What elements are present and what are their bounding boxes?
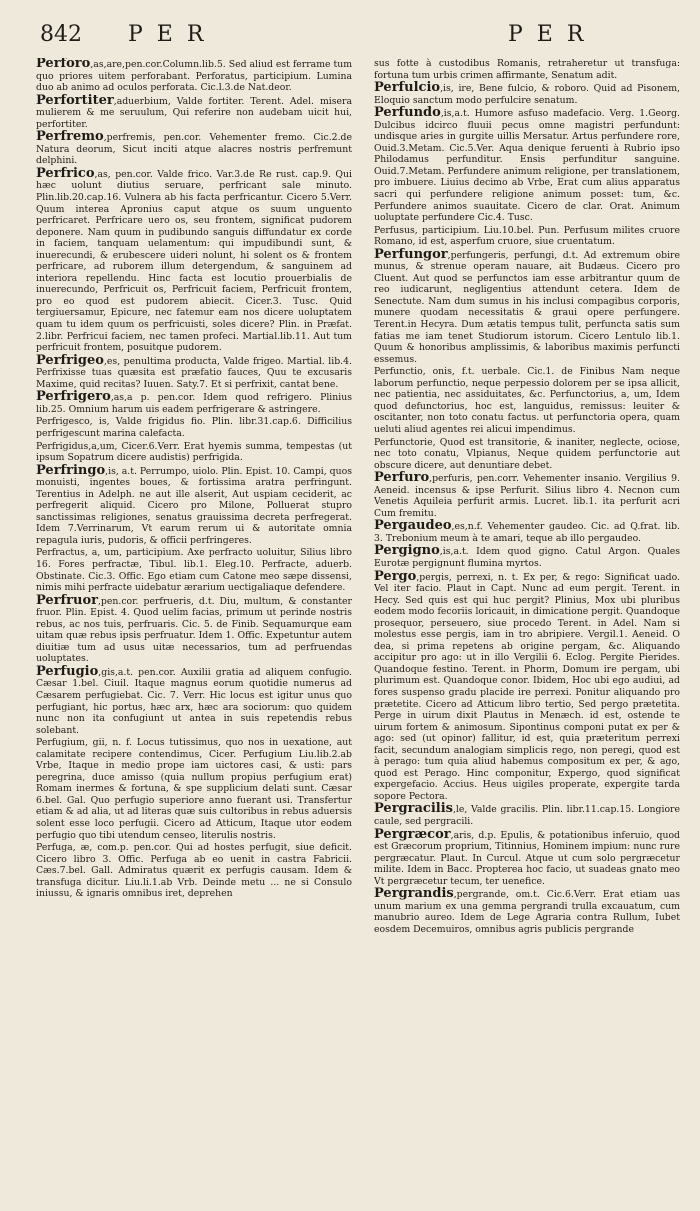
dictionary-entry [374,366,680,435]
entry-text: ,as, pen.cor. Valde frico. Var.3.de Re rust. cap.9. Qui hæc uolunt diutius seruare, perfricant sale minuto. Plin.lib.20.cap.16. Vulnera ab his facta perfricantur. Cicero 5.Verr. Quum interea Apronius caput atque os suum unguento perfricaret. Perfricare uero os, seu frontem, significat pudorem deponere. Nam quum in pudibundo sanguis diffundatur ex corde in faciem, tanquam uelamentum: qui impudibundi sunt, & inuerecundi, & erubescere uideri nolunt, hi solent os & frontem perfricare, ad ruborem illum detergendum, & sanguinem ad interiora repellendu. Hinc facta est locutio prouerbialis de inuerecundo, Perfricuit os, Perfricuit faciem, Perfricuit frontem, pro eo quod est pudorem abiecit. Cicer.3. Tusc. Quid tergiuersamur, Epicure, nec fatemur eam nos dicere uoluptatem quam tu idem quum os perfricuisti, soles dicere? Plin. in Præfat. 2.libr. Perfricui faciem, nec tamen profeci. Martial.lib.11. Aut tum perfricuit frontem, posuitque pudorem. [36,168,352,354]
entry-text: Perfugium, gii, n. f. Locus tutissimus, quo nos in uexatione, aut calamitate recipere contendimus, Cicer. Perfugium Liu.lib.2.ab Vrbe, Itaque in medio prope iam uictores casi, & usti: pars peregrina, duce amisso (quia nullum propius perfugium erat) Romam inermes & fortuna, & spe supplicium delati sunt. Cæsar 6.bel. Gal. Quo perfugio superiore anno fuerant usi. Transfertur etiam & ad alia, ut ad literas quæ suis cultoribus in rebus aduersis solent esse loco perfugii. Cicero ad Atticum, Itaque utor eodem perfugio quo tibi utendum censeo, literulis nostris. [36,737,352,841]
dictionary-entry [374,568,680,803]
dictionary-entry [374,225,680,248]
entry-text: ,perfuris, pen.corr. Vehementer insanio. Vergilius 9. Aeneid. incensus & ipse Perfurit. Silius libro 4. Necnon cum Venetis Aquileia perfurit armis. Lucret. lib.1. ita perfurit acri Cum fremitu. [374,473,680,519]
running-head-left: PER [128,22,218,47]
entry-text: ,gis,a.t. pen.cor. Auxilii gratia ad aliquem confugio. Cæsar 1.bel. Ciuil. Itaque magnus eorum quotidie numerus ad Cæsarem perfugiebat. Cic. 7. Verr. Hic locus est igitur unus quo perfugiant, hic portus, hæc arx, hæc ara sociorum: quo quidem nunc non ita confugiunt ut antea in suis repetendis rebus solebant. [36,666,352,736]
dictionary-entry [36,441,352,464]
entry-headword: Perfringo [36,462,106,478]
dictionary-entry [374,472,680,519]
entry-text: ,pergrande, om.t. Cic.6.Verr. Erat etiam uas unum marium ex una gemma pergrandi trulla excauatum, cum manubrio aureo. Idem de Lege Agraria contra Rullum, Iubet eosdem Decemuiros, omnibus agris publicis pergrande [374,889,680,935]
entry-headword: Perfungor [374,246,448,262]
entry-text: Perfunctio, onis, f.t. uerbale. Cic.1. de Finibus Nam neque laborum perfunctio, neque perpessio dolorem per se ipsa allicit, nec patientia, nec assiduitates, &c. Perfunctorius, a, um, Idem quod defunctorius, hoc est, languidus, remissus: leuiter & oscitanter, non toto conatu factus. ut perfunctoria opera, quam ueluti aliud agentes rei alicui impendimus. [374,366,680,435]
entry-headword: Perfrico [36,165,95,181]
entry-headword: Perfremo [36,129,104,145]
entry-text: Perfunctorie, Quod est transitorie, & inaniter, neglecte, ociose, nec toto conatu, Vlpianus, Neque quidem perfunctorie aut obscure dicere, aut denuntiare debet. [374,436,680,471]
entry-headword: Pergaudeo [374,518,452,534]
entry-text: ,is, a.t. Perrumpo, uiolo. Plin. Epist. 10. Campi, quos monuisti, ingentes boues, & fortissima aratra perfringunt. Terentius in Adelph. ne aut ille alserit, Aut uspiam ceciderit, ac perfregerit aliquid. Cicero pro Milone, Polluerat stupro sanctissimas religiones, senatus grauissima decreta perfregerat. Idem 7.Verrinarum, Vt earum rerum ui & autoritate omnia repagula iuris, pudoris, & officii perfringeres. [36,465,352,546]
entry-text: ,aris, d.p. Epulis, & potationibus inferuio, quod est Græcorum proprium, Titinnius, Hominem impium: nunc rure pergræcatur. Plaut. In Curcul. Atque ut cum solo pergræcetur milite. Idem in Bacc. Propterea hoc facio, ut suadeas gnato meo Vt pergræcetur tecum, ter uenefice. [374,829,680,887]
dictionary-entry [36,58,352,94]
page-header [0,22,700,58]
dictionary-entry [36,416,352,439]
entry-text: ,as,are,pen.cor.Column.lib.5. Sed aliud est ferrame tum quo priores uitem perforabant. Perforatus, participium. Lumina duo ab animo ad oculos perforata. Cic.l.3.de Nat.deor. [36,59,352,94]
dictionary-entry [374,826,680,888]
dictionary-entry [36,663,352,736]
dictionary-entry [374,545,680,569]
dictionary-entry [36,165,352,354]
dictionary-entry [374,246,680,365]
entry-headword: Perfrigeo [36,352,104,368]
entry-text: ,es, penultima producta, Valde frigeo. Martial. lib.4. Perfrixisse tuas quæsita est præfatio fauces, Quu te excusaris Maxime, quid recitas? Iuuen. Saty.7. Et si perfrixit, cantat bene. [36,355,352,390]
entry-headword: Pergrandis [374,886,454,902]
dictionary-entry [374,82,680,106]
entry-text: Perfrigidus,a,um, Cicer.6.Verr. Erat hyemis summa, tempestas (ut ipsum Sopatrum dicere audistis) perfrigida. [36,440,352,464]
entry-text: ,pen.cor. perfrueris, d.t. Diu, multum, & constanter fruor. Plin. Epist. 4. Quod uelim facias, primum ut perinde nostris rebus, ac nos tuis, perfruaris. Cic. 5. de Finib. Sequamurque eam uitam quæ rebus ipsis perfruatur. Idem 1. Offic. Expetuntur autem diuitiæ tum ad usus uitæ necessarios, tum ad perfruendas uoluptates. [36,595,352,665]
page-number: 842 [40,22,82,47]
entry-text: sus fotte à custodibus Romanis, retraheretur ut transfuga: fortuna tum urbis crimen affirmante, Senatum adit. [374,58,680,81]
entry-headword: Perfrigero [36,389,111,405]
entry-text: ,is, ire, Bene fulcio, & roboro. Quid ad Pisonem, Eloquio sanctum modo perfulcire senatum. [374,83,680,106]
entry-headword: Perfuro [374,470,430,486]
dictionary-entry [36,737,352,841]
dictionary-entry [36,592,352,665]
entry-headword: Perfulcio [374,80,441,96]
entry-headword: Perfugio [36,663,99,679]
entry-text: Perfrigesco, is, Valde frigidus fio. Plin. libr.31.cap.6. Difficilius perfrigescunt marina calefacta. [36,416,352,439]
entry-text: ,is,a.t. Humore asfuso madefacio. Verg. 1.Georg. Dulcibus idcirco fluuii pecus omne magistri perfundunt: undisque aries in gurgite uillis Mersatur. Artus perfundere rore, Ouid.3.Metam. Cic.5.Ver. Aqua denique feruenti à Rubrio ipso Philodamus perfunditur. Ensis perfunditur sanguine. Ouid.7.Metam. Perfundere animum religione, per translationem, pro imbuere. Liuius decimo ab Vrbe, Erat cum alius apparatus sacri qui perfundere religione animum posset: tum, &c. Perfundere animos suauitate. Cicero de clar. Orat. Animum uoluptate perfundere Cic.4. Tusc. [374,108,680,224]
entry-headword: Perfruor [36,592,98,608]
entry-text: ,is,a.t. Idem quod gigno. Catul Argon. Quales Eurotæ pergignunt flumina myrtos. [374,546,680,569]
entry-text: Perfractus, a, um, participium. Axe perfracto uoluitur, Silius libro 16. Fores perfractæ, Tibul. lib.1. Eleg.10. Perfracte, aduerb. Obstinate. Cic.3. Offic. Ego etiam cum Catone meo sæpe dissensi, nimis mihi perfracte uidebatur ærarium uectigaliaque defendere. [36,547,352,594]
dictionary-entry [36,547,352,593]
right-column [374,58,680,1198]
entry-headword: Perfortiter [36,92,114,108]
entry-text: ,as,a p. pen.cor. Idem quod refrigero. Plinius lib.25. Omnium harum uis eadem perfrigerare & astringere. [36,392,352,415]
entry-text: ,es,n.f. Vehementer gaudeo. Cic. ad Q.frat. lib. 3. Trebonium meum à te amari, teque ab illo pergaudeo. [374,521,680,544]
left-column [36,58,352,1198]
entry-headword: Pergræcor [374,826,451,842]
dictionary-entry [374,888,680,935]
dictionary-entry [374,58,680,81]
running-head-right: PER [508,22,598,47]
dictionary-entry [36,92,352,131]
dictionary-entry [374,520,680,544]
entry-text: ,perfremis, pen.cor. Vehementer fremo. Cic.2.de Natura deorum, Sicut inciti atque alacres nostris perfremunt delphini. [36,132,352,167]
entry-headword: Perfundo [374,105,441,121]
entry-text: ,perfungeris, perfungi, d.t. Ad extremum obire munus, & strenue operam nauare, ait Budæus. Cicero pro Cluent. Aut quod se perfunctos iam esse arbitrantur quum de reo iudicarunt, negligentius attendunt cetera. Idem de Senectute. Nam dum sumus in his inclusi compagibus corporis, munere quodam necessitatis & graui opere perfungere. Terent.in Hecyra. Dum ætatis tempus tulit, perfuncta satis sum fatias me iam tenet Studiorum istorum. Cicero Lentulo lib.1. Quum & honoribus amplissimis, & laboribus maximis perfuncti essemus. [374,249,680,365]
dictionary-entry [36,352,352,391]
dictionary-entry [374,437,680,472]
entry-headword: Perforo [36,58,91,71]
entry-headword: Pergo [374,568,417,584]
entry-text: Perfuga, æ, com.p. pen.cor. Qui ad hostes perfugit, siue deficit. Cicero libro 3. Offic. Perfuga ab eo uenit in castra Fabricii. Cæs.7.bel. Gall. Admiratus quærit ex perfugis causam. Idem & transfuga dicitur. Liu.li.1.ab Vrb. Deinde metu ... ne si Consulo iniussu, & ignaris omnibus iret, deprehen [36,842,352,900]
dictionary-entry [36,391,352,415]
entry-headword: Pergracilis [374,801,453,817]
dictionary-entry [36,842,352,900]
dictionary-entry [374,107,680,223]
entry-text: ,aduerbium, Valde fortiter. Terent. Adel. misera mulierem & me seruulum, Qui referire non audebam uicit hui, perfortiter. [36,95,352,130]
entry-headword: Pergigno [374,543,440,559]
dictionary-entry [36,131,352,167]
dictionary-entry [374,803,680,827]
dictionary-entry [36,462,352,547]
entry-text: ,le, Valde gracilis. Plin. libr.11.cap.15. Longiore caule, sed pergracili. [374,804,680,827]
entry-text: ,pergis, perrexi, n. t. Ex per, & rego: Significat uado. Vel iter facio. Plaut in Capt. Nunc ad eum pergit. Terent. in Hecy. Sed quis est qui huc pergit? Plinius, Mox ubi pluribus eodem modo fecoriis loricauit, in dimicatione pergit. Quandoque prosequor, perseuero, siue procedo Terent. in Adel. Nam si molestus esse pergis, iam in tro abripiere. Vergil.1. Aeneid. O dea, si prima repetens ab origine pergam, &c. Aliquando accipitur pro ago: ut in illo Vergilii 6. Eclog. Pergite Pierides. Quandoque festino. Terent. in Phorm, Domum ire pergam, ubi plurimum est. Quandoque conor. Ibidem, Hoc ubi ego audiui, ad fores suspenso gradu placide ire perrexi. Ponitur aliquando pro prætetite. Cicero ad Atticum libro tertio, Sed pergo prætetita. Perge in uirum dixit Plautus in Menæch. id est, ostende te uirum fortem & animosum. Sipontinus componi putat ex per & ago: sed (ut opinor) fallitur, id est, quia præteritum perrexi facit, secundum analogiam simplicis rego, non peregi, quod est à perago: tum quia aliud habemus compositum ex per, & ago, quod est Perago. Hinc componitur, Expergo, quod significat expergefacio. Accius. Heus uigiles properate, expergite tarda sopore Pectora. [374,571,680,802]
entry-text: Perfusus, participium. Liu.10.bel. Pun. Perfusum milites cruore Romano, id est, asperfum cruore, siue cruentatum. [374,224,680,248]
